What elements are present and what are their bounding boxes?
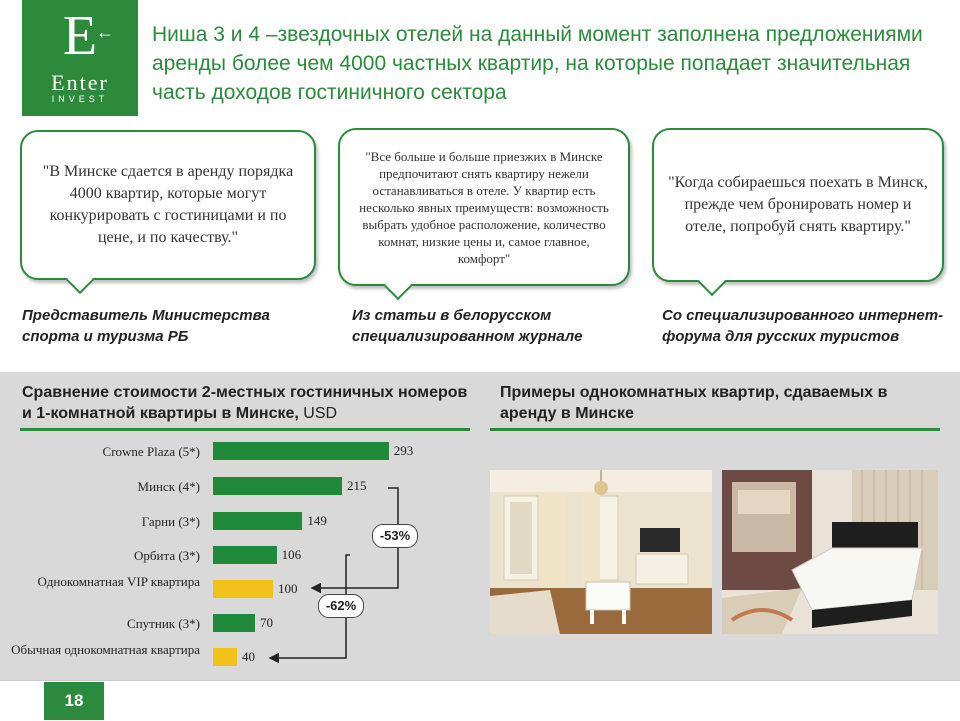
bar-value-label: 40 [242,649,255,664]
quote-bubble-2 [338,128,630,286]
quote-text: "В Минске сдается в аренду порядка 4000 квартир, которые могут конкурировать с гостиницами и по цене, и по качеству." [42,163,294,246]
bar-label: Гарни (3*) [141,513,200,529]
quote-source-3: Со специализированного интернет-форума для русских туристов [662,307,944,345]
chart-title [22,382,472,424]
bar-value-label: 293 [393,443,414,458]
quote-text: "Все больше и больше приезжих в Минске предпочитают снять квартиру нежели останавливаться в отеле. У квартир есть несколько явных преимуществ: возможность выбрать удобное расположение, количество комнат, низкие цены и, самое главное, комфорт" [359,148,609,266]
bar [213,580,273,598]
bar-label: Спутник (3*) [127,615,200,631]
bar [213,442,389,460]
quote-bubble-1 [20,130,316,280]
photos-divider [490,428,940,431]
apartment-photo-living-room [490,470,712,634]
quote-text: "Когда собираешься поехать в Минск, прежде чем бронировать номер и отеле, попробуй снять квартиру." [668,174,928,235]
bar [213,546,277,564]
bedroom-illustration [722,470,938,634]
quote-bubble-3 [652,128,944,282]
photos-title: Примеры однокомнатных квартир, сдаваемых в аренду в Минске [500,384,888,422]
bar [213,648,237,666]
bar-value-label: 149 [307,513,327,528]
chart-title-text: Сравнение стоимости 2-местных гостиничных номеров и 1-комнатной квартиры в Минске, [22,384,468,422]
chart-unit: USD [303,405,338,422]
percent-badge-53: -53% [372,524,418,548]
page-title: Ниша 3 и 4 –звездочных отелей на данный момент заполнена предложениями аренды более чем 4000 частных квартир, на которые попадает значительная часть доходов гостиничного сектора [152,23,923,104]
arrow-left-icon: ← [96,22,114,42]
bar-value-label: 106 [281,547,302,562]
logo-letter: E [62,5,98,67]
bar [213,512,302,530]
percent-badge-62: -62% [318,594,364,618]
bar-label: Однокомнатная VIP квартира [37,574,200,589]
quote-source-2: Из статьи в белорусском специализированном журнале [352,307,583,345]
bar-label: Минск (4*) [137,478,200,494]
quote-source-1: Представитель Министерства спорта и туризма РБ [22,307,270,345]
footer [0,680,960,721]
page-number: 18 [44,682,104,720]
logo-subtitle: INVEST [51,94,109,104]
bar [213,614,255,632]
bar-value-label: 70 [260,615,273,630]
bar-label: Орбита (3*) [134,547,200,563]
bar-label: Обычная однокомнатная квартира [11,642,200,657]
bar-value-label: 215 [347,478,367,493]
apartment-photo-bedroom [722,470,938,634]
chart-divider [20,428,470,431]
bar [213,477,342,495]
enter-invest-logo [22,0,138,116]
logo-name: Enter [51,70,109,95]
bar-value-label: 100 [278,581,298,596]
living-room-illustration [490,470,712,634]
bar-label: Crowne Plaza (5*) [102,443,200,459]
